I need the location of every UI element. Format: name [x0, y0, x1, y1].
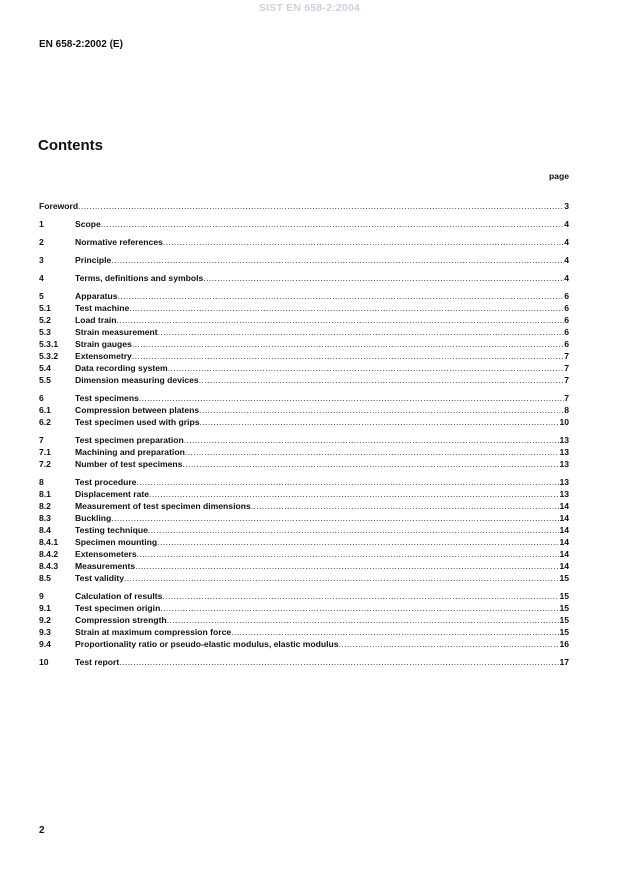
toc-entry-number: 10	[39, 657, 49, 667]
toc-entry-leader-line	[75, 488, 569, 500]
toc-entry[interactable]	[39, 512, 569, 524]
toc-entry-leader-line	[75, 572, 569, 584]
document-id: EN 658-2:2002 (E)	[39, 39, 123, 50]
toc-entry-title: Data recording system	[75, 363, 168, 373]
toc-entry-title: Testing technique	[75, 525, 148, 535]
toc-entry[interactable]	[39, 254, 569, 266]
toc-entry-title: Test specimen preparation	[75, 435, 184, 445]
dot-leader	[163, 236, 564, 248]
toc-entry-number: 5	[39, 291, 44, 301]
toc-entry-number: 8.4.2	[39, 549, 59, 559]
toc-entry-page: 3	[564, 201, 569, 211]
dot-leader	[167, 614, 560, 626]
page-title: Contents	[38, 137, 103, 154]
toc-entry-title: Displacement rate	[75, 489, 150, 499]
toc-entry-page: 10	[559, 417, 569, 427]
toc-entry-title: Extensometry	[75, 351, 132, 361]
toc-entry-page: 14	[559, 561, 569, 571]
toc-entry-page: 15	[559, 603, 569, 613]
dot-leader	[139, 392, 564, 404]
toc-entry-leader-line	[75, 434, 569, 446]
toc-entry-leader-line	[75, 362, 569, 374]
toc-entry-number: 2	[39, 237, 44, 247]
toc-entry-title: Foreword	[39, 201, 79, 211]
toc-entry-page: 6	[564, 303, 569, 313]
toc-entry[interactable]	[39, 362, 569, 374]
toc-entry-title: Test report	[75, 657, 120, 667]
toc-entry-page: 4	[564, 237, 569, 247]
dot-leader	[160, 602, 559, 614]
toc-entry-number: 9.4	[39, 639, 51, 649]
dot-leader	[199, 374, 565, 386]
toc-entry-leader-line	[39, 200, 569, 212]
toc-entry-leader-line	[75, 500, 569, 512]
dot-leader	[251, 500, 560, 512]
toc-entry-page: 6	[564, 291, 569, 301]
toc-entry-title: Buckling	[75, 513, 112, 523]
dot-leader	[185, 446, 560, 458]
toc-entry-page: 15	[559, 627, 569, 637]
toc-entry-number: 9.1	[39, 603, 51, 613]
toc-entry-page: 14	[559, 549, 569, 559]
toc-entry-leader-line	[75, 272, 569, 284]
toc-entry-page: 17	[559, 657, 569, 667]
dot-leader	[199, 404, 564, 416]
toc-entry-leader-line	[75, 656, 569, 668]
toc-entry-number: 9	[39, 591, 44, 601]
dot-leader	[119, 656, 559, 668]
toc-entry[interactable]	[39, 290, 569, 302]
toc-entry-leader-line	[75, 416, 569, 428]
toc-entry[interactable]	[39, 476, 569, 488]
toc-entry-leader-line	[75, 218, 569, 230]
toc-entry-title: Test validity	[75, 573, 125, 583]
toc-entry[interactable]	[39, 302, 569, 314]
dot-leader	[158, 326, 565, 338]
dot-leader	[111, 512, 559, 524]
toc-entry[interactable]	[39, 374, 569, 386]
dot-leader	[149, 488, 559, 500]
toc-entry-title: Number of test specimens	[75, 459, 183, 469]
toc-entry-page: 13	[559, 477, 569, 487]
toc-entry[interactable]	[39, 626, 569, 638]
toc-entry-title: Test specimen used with grips	[75, 417, 200, 427]
toc-entry-number: 4	[39, 273, 44, 283]
toc-entry-number: 8	[39, 477, 44, 487]
toc-entry-number: 5.4	[39, 363, 51, 373]
toc-entry[interactable]	[39, 338, 569, 350]
toc-entry[interactable]	[39, 404, 569, 416]
toc-entry-title: Test machine	[75, 303, 130, 313]
toc-entry-number: 5.3	[39, 327, 51, 337]
toc-entry-number: 5.5	[39, 375, 51, 385]
toc-entry-page: 14	[559, 537, 569, 547]
toc-entry-number: 5.2	[39, 315, 51, 325]
toc-entry-number: 9.3	[39, 627, 51, 637]
toc-entry-title: Normative references	[75, 237, 163, 247]
toc-entry-leader-line	[75, 638, 569, 650]
toc-entry-leader-line	[75, 326, 569, 338]
dot-leader	[132, 338, 564, 350]
toc-entry-leader-line	[75, 560, 569, 572]
dot-leader	[101, 218, 564, 230]
toc-entry-number: 9.2	[39, 615, 51, 625]
dot-leader	[135, 560, 559, 572]
dot-leader	[117, 314, 565, 326]
toc-entry[interactable]	[39, 560, 569, 572]
toc-entry-page: 13	[559, 459, 569, 469]
toc-entry-leader-line	[75, 512, 569, 524]
toc-entry-page: 7	[564, 351, 569, 361]
toc-entry[interactable]	[39, 218, 569, 230]
toc-entry-title: Strain gauges	[75, 339, 132, 349]
toc-entry-title: Principle	[75, 255, 112, 265]
toc-entry-title: Dimension measuring devices	[75, 375, 199, 385]
toc-entry[interactable]	[39, 200, 569, 212]
toc-entry-leader-line	[75, 290, 569, 302]
dot-leader	[184, 434, 560, 446]
toc-entry-leader-line	[75, 236, 569, 248]
toc-entry-page: 7	[564, 363, 569, 373]
toc-entry[interactable]	[39, 458, 569, 470]
toc-entry-title: Strain measurement	[75, 327, 158, 337]
toc-entry-title: Test procedure	[75, 477, 137, 487]
toc-entry-title: Test specimen origin	[75, 603, 161, 613]
toc-entry-number: 7	[39, 435, 44, 445]
dot-leader	[78, 200, 564, 212]
toc-entry-number: 6.1	[39, 405, 51, 415]
toc-entry-number: 6.2	[39, 417, 51, 427]
toc-entry-page: 15	[559, 573, 569, 583]
toc-entry-leader-line	[75, 446, 569, 458]
dot-leader	[157, 536, 559, 548]
toc-entry-title: Calculation of results	[75, 591, 163, 601]
dot-leader	[129, 302, 564, 314]
toc-entry-number: 8.4	[39, 525, 51, 535]
dot-leader	[118, 290, 565, 302]
toc-entry-number: 8.1	[39, 489, 51, 499]
toc-entry-page: 4	[564, 255, 569, 265]
toc-entry-page: 14	[559, 525, 569, 535]
toc-entry[interactable]	[39, 614, 569, 626]
toc-entry-page: 14	[559, 501, 569, 511]
toc-entry-leader-line	[75, 626, 569, 638]
toc-entry-leader-line	[75, 458, 569, 470]
dot-leader	[124, 572, 559, 584]
toc-entry-page: 13	[559, 489, 569, 499]
toc-entry-page: 8	[564, 405, 569, 415]
toc-entry[interactable]	[39, 236, 569, 248]
table-of-contents	[39, 200, 569, 668]
toc-entry-title: Load train	[75, 315, 117, 325]
toc-entry[interactable]	[39, 434, 569, 446]
toc-entry[interactable]	[39, 524, 569, 536]
dot-leader	[203, 272, 564, 284]
dot-leader	[231, 626, 559, 638]
toc-entry[interactable]	[39, 392, 569, 404]
toc-entry-title: Test specimens	[75, 393, 139, 403]
toc-entry-page: 7	[564, 375, 569, 385]
toc-entry[interactable]	[39, 314, 569, 326]
dot-leader	[148, 524, 560, 536]
toc-entry-leader-line	[75, 602, 569, 614]
toc-entry-title: Measurement of test specimen dimensions	[75, 501, 251, 511]
toc-entry[interactable]	[39, 488, 569, 500]
dot-leader	[182, 458, 559, 470]
toc-entry-leader-line	[75, 338, 569, 350]
toc-entry-leader-line	[75, 302, 569, 314]
toc-entry-number: 6	[39, 393, 44, 403]
toc-entry[interactable]	[39, 446, 569, 458]
toc-entry-leader-line	[75, 254, 569, 266]
toc-entry-leader-line	[75, 548, 569, 560]
toc-entry-title: Scope	[75, 219, 101, 229]
toc-entry-page: 13	[559, 435, 569, 445]
toc-entry-number: 3	[39, 255, 44, 265]
toc-entry[interactable]	[39, 272, 569, 284]
page-number: 2	[39, 825, 45, 836]
toc-entry-page: 4	[564, 273, 569, 283]
dot-leader	[137, 548, 560, 560]
toc-entry-number: 5.3.1	[39, 339, 59, 349]
page-column-label: page	[548, 171, 569, 181]
toc-entry-number: 8.4.1	[39, 537, 59, 547]
toc-entry-number: 7.2	[39, 459, 51, 469]
dot-leader	[132, 350, 564, 362]
toc-entry-title: Apparatus	[75, 291, 118, 301]
toc-entry-title: Extensometers	[75, 549, 137, 559]
toc-entry-page: 15	[559, 591, 569, 601]
toc-entry-number: 8.2	[39, 501, 51, 511]
toc-entry-number: 8.3	[39, 513, 51, 523]
toc-entry-page: 4	[564, 219, 569, 229]
toc-entry-title: Specimen mounting	[75, 537, 158, 547]
dot-leader	[136, 476, 559, 488]
toc-entry-page: 7	[564, 393, 569, 403]
dot-leader	[162, 590, 559, 602]
toc-entry-leader-line	[75, 374, 569, 386]
dot-leader	[199, 416, 559, 428]
toc-entry-page: 14	[559, 513, 569, 523]
toc-entry-leader-line	[75, 524, 569, 536]
toc-entry-leader-line	[75, 392, 569, 404]
toc-entry-number: 5.1	[39, 303, 51, 313]
toc-entry-page: 15	[559, 615, 569, 625]
toc-entry-leader-line	[75, 476, 569, 488]
toc-entry[interactable]	[39, 416, 569, 428]
toc-entry-title: Compression strength	[75, 615, 167, 625]
toc-entry-page: 6	[564, 327, 569, 337]
toc-entry-title: Terms, definitions and symbols	[75, 273, 204, 283]
toc-entry[interactable]	[39, 602, 569, 614]
toc-entry[interactable]	[39, 572, 569, 584]
toc-entry-page: 6	[564, 339, 569, 349]
watermark: SIST EN 658-2:2004	[258, 2, 361, 14]
toc-entry-title: Proportionality ratio or pseudo-elastic modulus, elastic modulus	[75, 639, 339, 649]
toc-entry[interactable]	[39, 326, 569, 338]
toc-entry-title: Machining and preparation	[75, 447, 185, 457]
toc-entry-leader-line	[75, 350, 569, 362]
toc-entry-title: Strain at maximum compression force	[75, 627, 232, 637]
toc-entry-number: 8.4.3	[39, 561, 59, 571]
toc-entry[interactable]	[39, 656, 569, 668]
toc-entry-number: 7.1	[39, 447, 51, 457]
toc-entry-number: 5.3.2	[39, 351, 59, 361]
toc-entry[interactable]	[39, 590, 569, 602]
toc-entry-title: Compression between platens	[75, 405, 200, 415]
toc-entry-page: 16	[559, 639, 569, 649]
toc-entry-page: 6	[564, 315, 569, 325]
toc-entry[interactable]	[39, 638, 569, 650]
dot-leader	[111, 254, 564, 266]
dot-leader	[168, 362, 565, 374]
toc-entry-leader-line	[75, 614, 569, 626]
toc-entry[interactable]	[39, 500, 569, 512]
toc-entry-number: 8.5	[39, 573, 51, 583]
toc-entry-leader-line	[75, 590, 569, 602]
toc-entry-leader-line	[75, 404, 569, 416]
toc-entry[interactable]	[39, 548, 569, 560]
toc-entry-leader-line	[75, 314, 569, 326]
toc-entry[interactable]	[39, 536, 569, 548]
toc-entry-leader-line	[75, 536, 569, 548]
toc-entry-title: Measurements	[75, 561, 136, 571]
toc-entry-number: 1	[39, 219, 44, 229]
toc-entry[interactable]	[39, 350, 569, 362]
toc-entry-page: 13	[559, 447, 569, 457]
dot-leader	[339, 638, 560, 650]
